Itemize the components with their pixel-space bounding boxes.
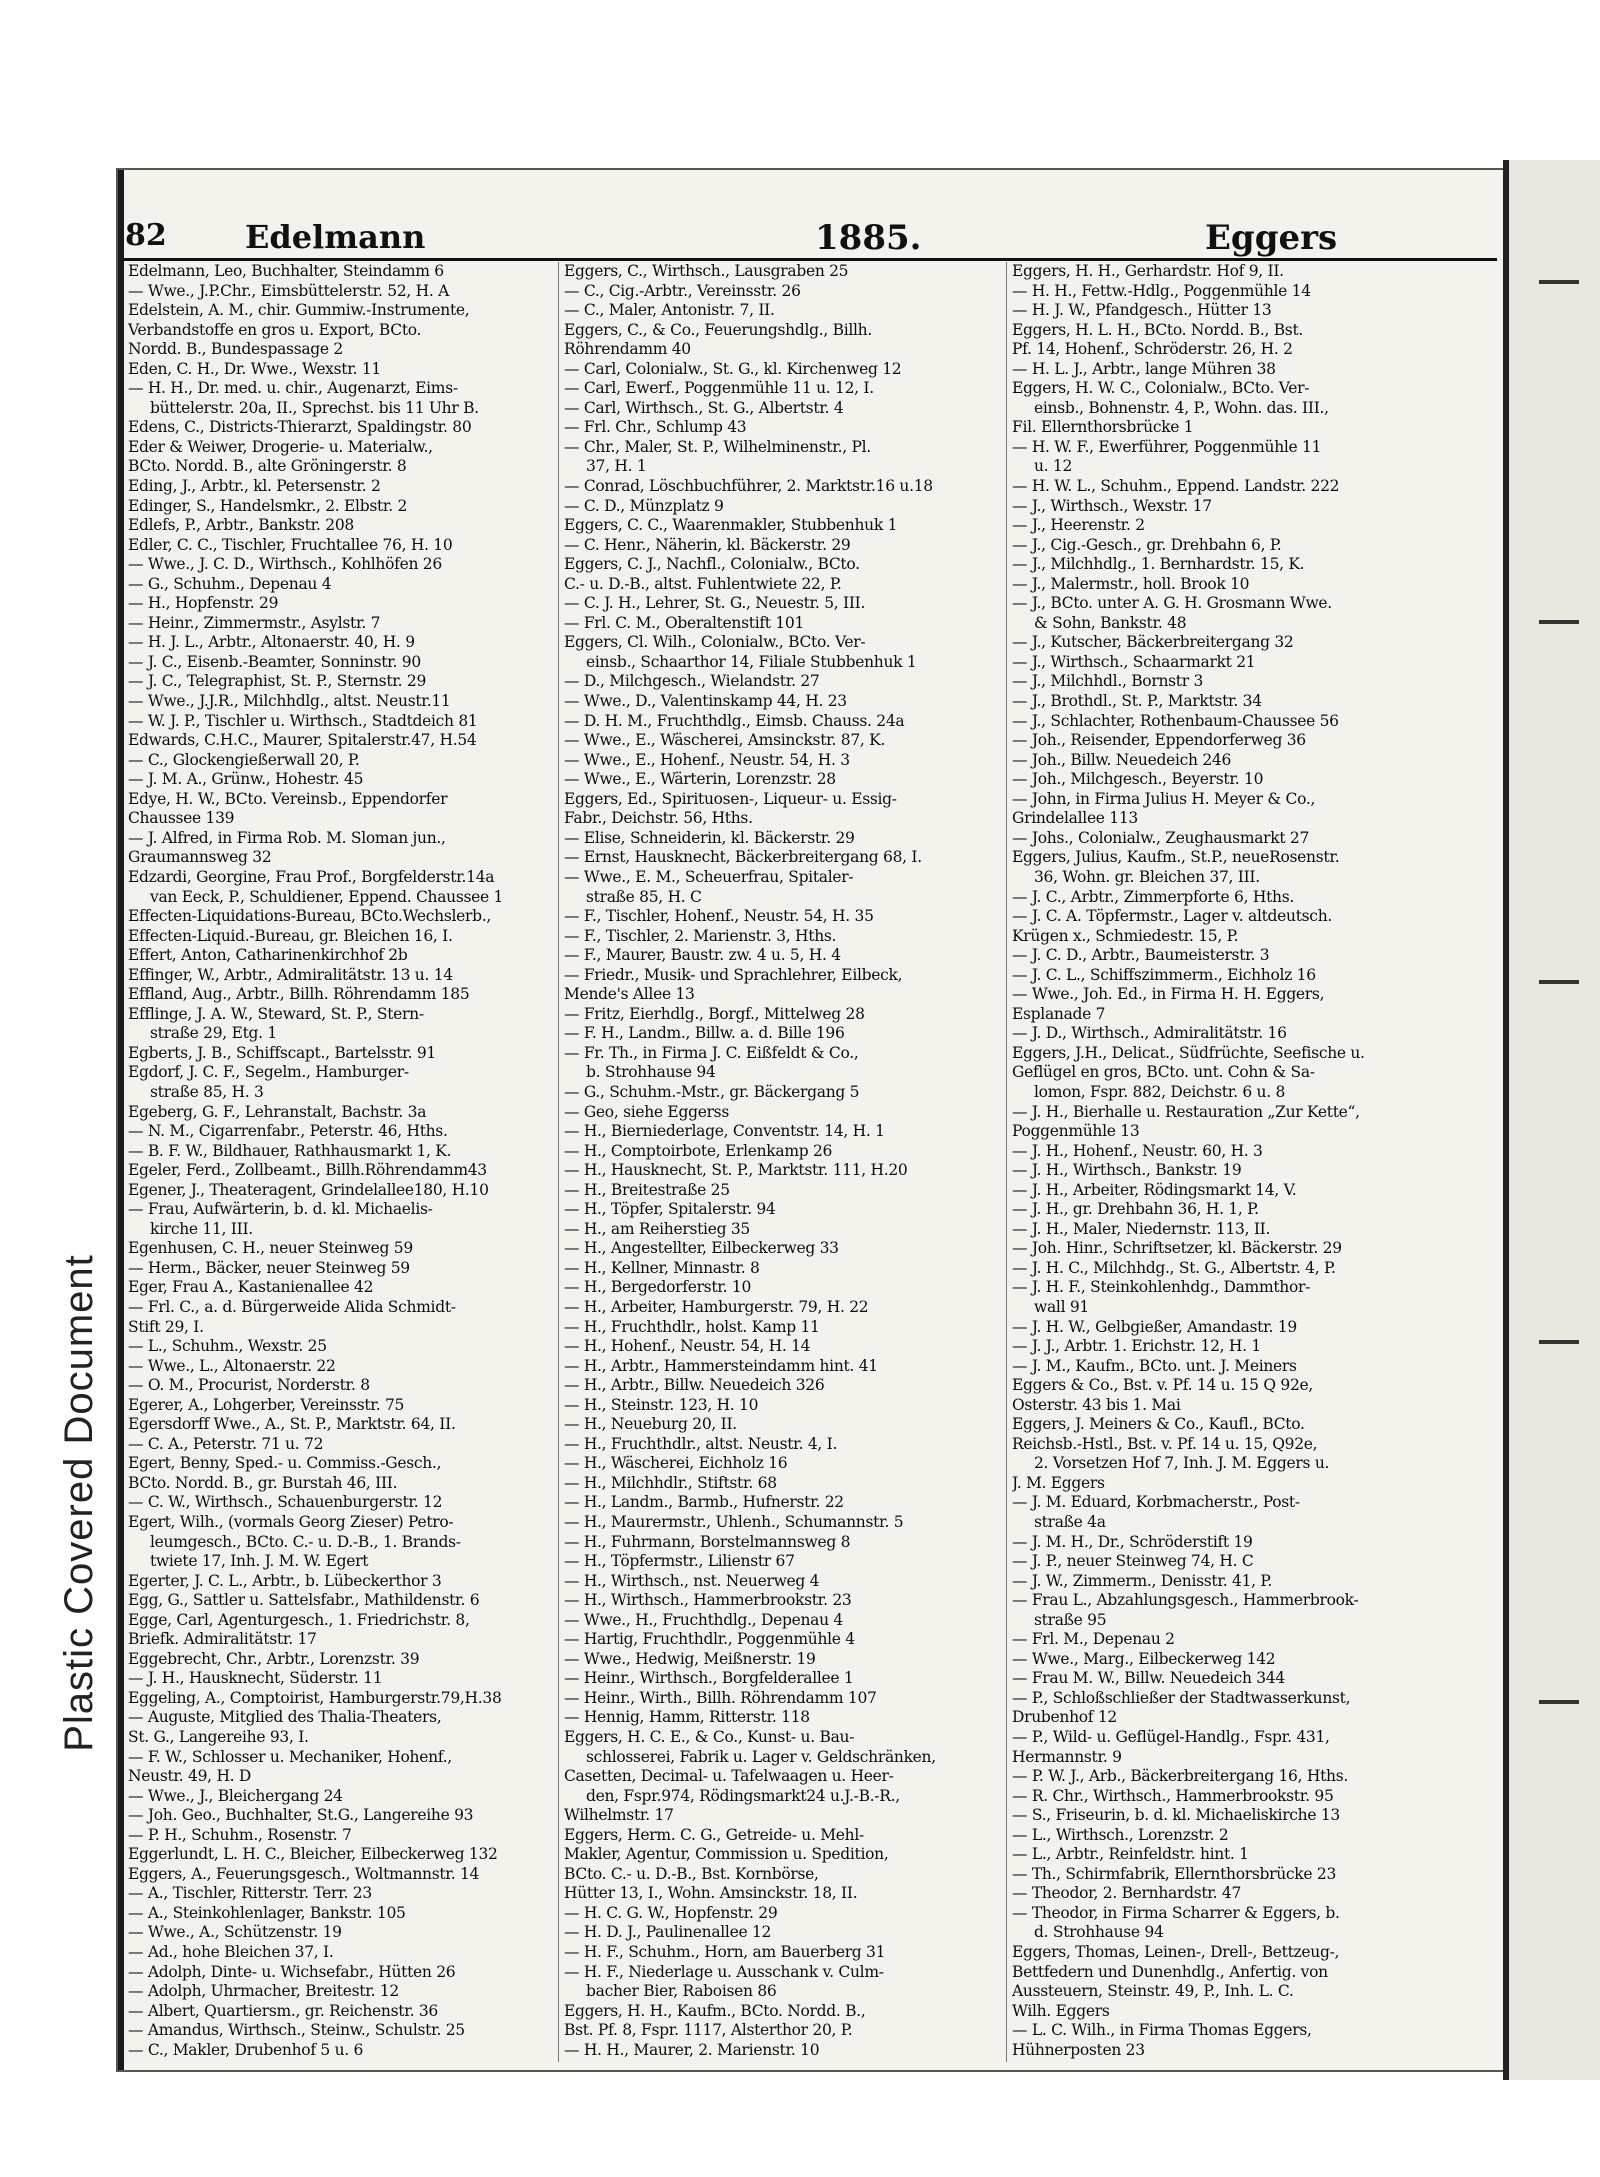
right-catchword: Eggers — [1205, 218, 1338, 258]
directory-entry: — J. H., Arbeiter, Rödingsmarkt 14, V. — [1012, 1180, 1297, 1199]
directory-entry: — C., Makler, Drubenhof 5 u. 6 — [128, 2040, 364, 2059]
directory-entry: — Wwe., E., Wärterin, Lorenzstr. 28 — [564, 770, 836, 789]
directory-entry: — J., Wirthsch., Wexstr. 17 — [1012, 496, 1212, 515]
directory-entry: — Frl. M., Depenau 2 — [1012, 1630, 1175, 1649]
directory-entry: Verbandstoffe en gros u. Export, BCto. — [128, 320, 422, 339]
directory-entry: — J., Brothdl., St. P., Marktstr. 34 — [1012, 692, 1262, 711]
directory-entry: — H. W. F., Ewerführer, Poggenmühle 11 — [1012, 437, 1322, 456]
directory-entry: — H., Bergedorferstr. 10 — [564, 1278, 752, 1297]
directory-entry: — J. H., Bierhalle u. Restauration „Zur Kette“, — [1012, 1102, 1360, 1121]
directory-entry: — Hartig, Fruchthdlr., Poggenmühle 4 — [564, 1630, 855, 1649]
directory-entry: Egersdorff Wwe., A., St. P., Marktstr. 64, II. — [128, 1415, 456, 1434]
directory-entry: Eggers, H. C. E., & Co., Kunst- u. Bau- — [564, 1728, 855, 1747]
directory-entry: — L., Schuhm., Wexstr. 25 — [128, 1337, 327, 1356]
side-label: Plastic Covered Document — [57, 1254, 101, 1752]
directory-entry: — J. M. H., Dr., Schröderstift 19 — [1012, 1532, 1253, 1551]
directory-entry: Poggenmühle 13 — [1012, 1122, 1140, 1141]
directory-entry: Briefk. Admiralitätstr. 17 — [128, 1630, 317, 1649]
directory-entry: — C. W., Wirthsch., Schauenburgerstr. 12 — [128, 1493, 443, 1512]
directory-entry: Stift 29, I. — [128, 1317, 204, 1336]
directory-entry: — J., Schlachter, Rothenbaum-Chaussee 56 — [1012, 711, 1339, 730]
directory-entry: straße 85, H. 3 — [150, 1082, 264, 1101]
directory-entry: einsb., Bohnenstr. 4, P., Wohn. das. III., — [1034, 398, 1329, 417]
directory-entry: twiete 17, Inh. J. M. W. Egert — [150, 1552, 369, 1571]
directory-entry: — J. C., Arbtr., Zimmerpforte 6, Hths. — [1012, 887, 1294, 906]
column-2 — [564, 262, 984, 2062]
directory-entry: — Frl. Chr., Schlump 43 — [564, 418, 747, 437]
directory-entry: Edlefs, P., Arbtr., Bankstr. 208 — [128, 516, 354, 535]
directory-entry: Wilhelmstr. 17 — [564, 1806, 674, 1825]
directory-entry: Effinger, W., Arbtr., Admiralitätstr. 13 u. 14 — [128, 965, 453, 984]
left-catchword: Edelmann — [245, 218, 426, 256]
directory-entry: — Carl, Wirthsch., St. G., Albertstr. 4 — [564, 398, 844, 417]
directory-entry: — J. C. L., Schiffszimmerm., Eichholz 16 — [1012, 965, 1316, 984]
directory-entry: Effland, Aug., Arbtr., Billh. Röhrendamm 185 — [128, 985, 470, 1004]
directory-entry: — J., Kutscher, Bäckerbreitergang 32 — [1012, 633, 1294, 652]
directory-entry: — Wwe., Joh. Ed., in Firma H. H. Eggers, — [1012, 985, 1325, 1004]
directory-entry: Edinger, S., Handelsmkr., 2. Elbstr. 2 — [128, 496, 408, 515]
directory-entry: — H., Arbeiter, Hamburgerstr. 79, H. 22 — [564, 1297, 869, 1316]
directory-entry: — Frl. C. M., Oberaltenstift 101 — [564, 613, 805, 632]
directory-entry: leumgesch., BCto. C.- u. D.-B., 1. Brands- — [150, 1532, 461, 1551]
directory-entry: Mende's Allee 13 — [564, 985, 695, 1004]
directory-entry: — J. H., Hausknecht, Süderstr. 11 — [128, 1669, 383, 1688]
directory-entry: — C., Maler, Antonistr. 7, II. — [564, 301, 775, 320]
directory-entry: — H., Wirthsch., nst. Neuerweg 4 — [564, 1571, 820, 1590]
directory-entry: Drubenhof 12 — [1012, 1708, 1117, 1727]
directory-entry: — J. M., Kaufm., BCto. unt. J. Meiners — [1012, 1356, 1297, 1375]
directory-entry: — Wwe., E., Hohenf., Neustr. 54, H. 3 — [564, 750, 850, 769]
directory-entry: Neustr. 49, H. D — [128, 1767, 252, 1786]
directory-entry: — Fr. Th., in Firma J. C. Eißfeldt & Co., — [564, 1043, 859, 1062]
directory-entry: — Auguste, Mitglied des Thalia-Theaters, — [128, 1708, 442, 1727]
directory-entry: — Friedr., Musik- und Sprachlehrer, Eilbeck, — [564, 965, 903, 984]
facing-page-mark — [1539, 1340, 1579, 1344]
directory-entry: Egdorf, J. C. F., Segelm., Hamburger- — [128, 1063, 409, 1082]
directory-entry: Eggebrecht, Chr., Arbtr., Lorenzstr. 39 — [128, 1649, 420, 1668]
directory-entry: — H. D. J., Paulinenallee 12 — [564, 1923, 772, 1942]
directory-entry: — Wwe., J. C. D., Wirthsch., Kohlhöfen 26 — [128, 555, 442, 574]
directory-entry: — H., Hopfenstr. 29 — [128, 594, 279, 613]
page-number: 82 — [125, 218, 167, 253]
directory-entry: Eggers, C., & Co., Feuerungshdlg., Billh. — [564, 320, 872, 339]
column-3 — [1012, 262, 1432, 2062]
directory-entry: — C. A., Peterstr. 71 u. 72 — [128, 1434, 324, 1453]
directory-entry: — J. H., gr. Drehbahn 36, H. 1, P. — [1012, 1200, 1259, 1219]
column-divider — [558, 262, 559, 2062]
directory-entry: — H., Fruchthdlr., altst. Neustr. 4, I. — [564, 1434, 838, 1453]
directory-entry: — N. M., Cigarrenfabr., Peterstr. 46, Hths. — [128, 1122, 448, 1141]
directory-entry: Fabr., Deichstr. 56, Hths. — [564, 809, 753, 828]
directory-entry: — H. J. L., Arbtr., Altonaerstr. 40, H. 9 — [128, 633, 415, 652]
directory-entry: Eggers & Co., Bst. v. Pf. 14 u. 15 Q 92e, — [1012, 1376, 1314, 1395]
directory-entry: — C., Glockengießerwall 20, P. — [128, 750, 360, 769]
directory-entry: — H., Steinstr. 123, H. 10 — [564, 1395, 759, 1414]
directory-entry: — Chr., Maler, St. P., Wilhelminenstr., Pl. — [564, 437, 871, 456]
directory-entry: Aussteuern, Steinstr. 49, P., Inh. L. C. — [1012, 1982, 1294, 2001]
directory-entry: — R. Chr., Wirthsch., Hammerbrookstr. 95 — [1012, 1786, 1334, 1805]
directory-entry: Hühnerposten 23 — [1012, 2040, 1145, 2059]
directory-entry: — Joh. Hinr., Schriftsetzer, kl. Bäckerstr. 29 — [1012, 1239, 1342, 1258]
directory-entry: Eden, C. H., Dr. Wwe., Wexstr. 11 — [128, 359, 381, 378]
directory-entry: BCto. Nordd. B., alte Gröningerstr. 8 — [128, 457, 407, 476]
directory-entry: — Wwe., Hedwig, Meißnerstr. 19 — [564, 1649, 816, 1668]
directory-entry: b. Strohhause 94 — [586, 1063, 716, 1082]
directory-entry: Effecten-Liquidations-Bureau, BCto.Wechslerb., — [128, 907, 491, 926]
directory-entry: schlosserei, Fabrik u. Lager v. Geldschränken, — [586, 1747, 936, 1766]
directory-entry: — J., Wirthsch., Schaarmarkt 21 — [1012, 652, 1256, 671]
directory-entry: — H., Fruchthdlr., holst. Kamp 11 — [564, 1317, 820, 1336]
directory-entry: — J. Alfred, in Firma Rob. M. Sloman jun., — [128, 828, 446, 847]
directory-entry: Eder & Weiwer, Drogerie- u. Materialw., — [128, 437, 433, 456]
directory-entry: — H. H., Maurer, 2. Marienstr. 10 — [564, 2040, 820, 2059]
facing-page-mark — [1539, 620, 1579, 624]
directory-entry: — J. H. W., Gelbgießer, Amandastr. 19 — [1012, 1317, 1297, 1336]
facing-page-mark — [1539, 980, 1579, 984]
directory-entry: — B. F. W., Bildhauer, Rathhausmarkt 1, K. — [128, 1141, 452, 1160]
directory-entry: St. G., Langereihe 93, I. — [128, 1728, 309, 1747]
directory-entry: büttelerstr. 20a, II., Sprechst. bis 11 Uhr B. — [150, 398, 479, 417]
directory-entry: Eggers, C. C., Waarenmakler, Stubbenhuk 1 — [564, 516, 898, 535]
directory-entry: Eggers, H. L. H., BCto. Nordd. B., Bst. — [1012, 320, 1304, 339]
directory-entry: — H., Angestellter, Eilbeckerweg 33 — [564, 1239, 839, 1258]
column-divider — [1006, 262, 1007, 2062]
directory-entry: — J. P., neuer Steinweg 74, H. C — [1012, 1552, 1254, 1571]
directory-entry: Chaussee 139 — [128, 809, 235, 828]
directory-entry: Wilh. Eggers — [1012, 2001, 1110, 2020]
directory-entry: — S., Friseurin, b. d. kl. Michaeliskirche 13 — [1012, 1806, 1340, 1825]
directory-entry: lomon, Fspr. 882, Deichstr. 6 u. 8 — [1034, 1082, 1286, 1101]
directory-entry: Egert, Wilh., (vormals Georg Zieser) Petro- — [128, 1513, 454, 1531]
directory-entry: — Hennig, Hamm, Ritterstr. 118 — [564, 1708, 810, 1727]
directory-entry: Krügen x., Schmiedestr. 15, P. — [1012, 926, 1239, 945]
directory-entry: — H., Töpfer, Spitalerstr. 94 — [564, 1200, 776, 1219]
directory-entry: 36, Wohn. gr. Bleichen 37, III. — [1034, 867, 1260, 886]
directory-entry: — Frau, Aufwärterin, b. d. kl. Michaelis- — [128, 1200, 433, 1219]
directory-entry: — H. H., Dr. med. u. chir., Augenarzt, Eims- — [128, 379, 458, 398]
directory-entry: Egerter, J. C. L., Arbtr., b. Lübeckerthor 3 — [128, 1571, 442, 1590]
directory-entry: — Joh. Geo., Buchhalter, St.G., Langereihe 93 — [128, 1806, 474, 1825]
directory-entry: Egerer, A., Lohgerber, Vereinsstr. 75 — [128, 1395, 405, 1414]
directory-entry: — Albert, Quartiersm., gr. Reichenstr. 36 — [128, 2001, 438, 2020]
directory-entry: — Wwe., H., Fruchthdlg., Depenau 4 — [564, 1610, 843, 1629]
directory-entry: Casetten, Decimal- u. Tafelwaagen u. Heer- — [564, 1767, 894, 1786]
directory-entry: — W. J. P., Tischler u. Wirthsch., Stadtdeich 81 — [128, 711, 478, 730]
directory-entry: Edens, C., Districts-Thierarzt, Spaldingstr. 80 — [128, 418, 472, 437]
directory-entry: — H., Milchhdlr., Stiftstr. 68 — [564, 1473, 777, 1492]
directory-entry: Edler, C. C., Tischler, Fruchtallee 76, H. 10 — [128, 535, 453, 554]
directory-entry: — P. H., Schuhm., Rosenstr. 7 — [128, 1825, 352, 1844]
directory-entry: Eggers, Julius, Kaufm., St.P., neueRosenstr. — [1012, 848, 1340, 867]
directory-entry: — Elise, Schneiderin, kl. Bäckerstr. 29 — [564, 828, 855, 847]
directory-entry: Eggers, Herm. C. G., Getreide- u. Mehl- — [564, 1825, 864, 1844]
directory-entry: — Theodor, in Firma Scharrer & Eggers, b. — [1012, 1903, 1340, 1922]
directory-entry: straße 4a — [1034, 1513, 1106, 1531]
directory-entry: — F., Maurer, Baustr. zw. 4 u. 5, H. 4 — [564, 946, 841, 965]
directory-entry: — Joh., Milchgesch., Beyerstr. 10 — [1012, 770, 1264, 789]
directory-entry: — Joh., Reisender, Eppendorferweg 36 — [1012, 731, 1306, 750]
directory-entry: Bst. Pf. 8, Fspr. 1117, Alsterthor 20, P. — [564, 2021, 853, 2040]
directory-entry: Grindelallee 113 — [1012, 809, 1138, 828]
directory-entry: Eggers, J. Meiners & Co., Kaufl., BCto. — [1012, 1415, 1305, 1434]
directory-entry: — Heinr., Wirth., Billh. Röhrendamm 107 — [564, 1688, 877, 1707]
directory-entry: — Theodor, 2. Bernhardstr. 47 — [1012, 1884, 1242, 1903]
directory-entry: kirche 11, III. — [150, 1219, 253, 1238]
directory-entry: — Wwe., A., Schützenstr. 19 — [128, 1923, 342, 1942]
directory-entry: — J., Cig.-Gesch., gr. Drehbahn 6, P. — [1012, 535, 1282, 554]
directory-entry: — Heinr., Zimmermstr., Asylstr. 7 — [128, 613, 381, 632]
directory-entry: C.- u. D.-B., altst. Fuhlentwiete 22, P. — [564, 574, 842, 593]
directory-entry: — H. F., Niederlage u. Ausschank v. Culm- — [564, 1962, 884, 1981]
directory-entry: Pf. 14, Hohenf., Schröderstr. 26, H. 2 — [1012, 340, 1293, 359]
directory-entry: d. Strohhause 94 — [1034, 1923, 1164, 1942]
directory-entry: — G., Schuhm., Depenau 4 — [128, 574, 332, 593]
directory-entry: — J. W., Zimmerm., Denisstr. 41, P. — [1012, 1571, 1273, 1590]
directory-entry: Hermannstr. 9 — [1012, 1747, 1122, 1766]
directory-entry: BCto. C.- u. D.-B., Bst. Kornbörse, — [564, 1864, 819, 1883]
directory-entry: — J. H., Wirthsch., Bankstr. 19 — [1012, 1161, 1242, 1180]
directory-entry: — H., Bierniederlage, Conventstr. 14, H. 1 — [564, 1122, 885, 1141]
directory-entry: — J., Milchhdl., Bornstr 3 — [1012, 672, 1204, 691]
directory-entry: Edelstein, A. M., chir. Gummiw.-Instrumente, — [128, 301, 470, 320]
directory-entry: Eggeling, A., Comptoirist, Hamburgerstr.79,H.38 — [128, 1688, 502, 1707]
directory-entry: Edelmann, Leo, Buchhalter, Steindamm 6 — [128, 262, 444, 280]
directory-entry: & Sohn, Bankstr. 48 — [1034, 613, 1187, 632]
directory-entry: Eggers, Ed., Spirituosen-, Liqueur- u. Essig- — [564, 789, 897, 808]
directory-entry: — Wwe., Marg., Eilbeckerweg 142 — [1012, 1649, 1276, 1668]
directory-entry: — J. D., Wirthsch., Admiralitätstr. 16 — [1012, 1024, 1287, 1043]
directory-entry: Eggers, Cl. Wilh., Colonialw., BCto. Ver- — [564, 633, 866, 652]
directory-entry: — H. F., Schuhm., Horn, am Bauerberg 31 — [564, 1943, 886, 1962]
directory-entry: — F. H., Landm., Billw. a. d. Bille 196 — [564, 1024, 845, 1043]
directory-entry: — Ernst, Hausknecht, Bäckerbreitergang 68, I. — [564, 848, 922, 867]
directory-entry: Edzardi, Georgine, Frau Prof., Borgfelderstr.14a — [128, 867, 495, 886]
directory-entry: — Carl, Colonialw., St. G., kl. Kirchenweg 12 — [564, 359, 902, 378]
directory-entry: — Wwe., J., Bleichergang 24 — [128, 1786, 343, 1805]
directory-entry: Egberts, J. B., Schiffscapt., Bartelsstr. 91 — [128, 1043, 436, 1062]
directory-entry: Eggers, H. H., Kaufm., BCto. Nordd. B., — [564, 2001, 866, 2020]
directory-entry: — H., Arbtr., Billw. Neuedeich 326 — [564, 1376, 825, 1395]
directory-entry: — P., Schloßschließer der Stadtwasserkunst, — [1012, 1688, 1351, 1707]
directory-entry: Efflinge, J. A. W., Steward, St. P., Stern- — [128, 1004, 424, 1023]
directory-entry: — A., Steinkohlenlager, Bankstr. 105 — [128, 1903, 406, 1922]
directory-entry: — J. M. Eduard, Korbmacherstr., Post- — [1012, 1493, 1300, 1512]
directory-entry: — Conrad, Löschbuchführer, 2. Marktstr.16 u.18 — [564, 477, 933, 496]
directory-entry: Hütter 13, I., Wohn. Amsinckstr. 18, II. — [564, 1884, 858, 1903]
directory-entry: — C. J. H., Lehrer, St. G., Neuestr. 5, III. — [564, 594, 866, 613]
directory-entry: — Frau M. W., Billw. Neuedeich 344 — [1012, 1669, 1285, 1688]
directory-entry: Effecten-Liquid.-Bureau, gr. Bleichen 16, I. — [128, 926, 453, 945]
directory-entry: — C., Cig.-Arbtr., Vereinsstr. 26 — [564, 281, 801, 300]
directory-entry: Edye, H. W., BCto. Vereinsb., Eppendorfer — [128, 789, 448, 808]
directory-entry: Eding, J., Arbtr., kl. Petersenstr. 2 — [128, 477, 381, 496]
directory-entry: den, Fspr.974, Rödingsmarkt24 u.J.-B.-R., — [586, 1786, 900, 1805]
directory-entry: Egg, G., Sattler u. Sattelsfabr., Mathildenstr. 6 — [128, 1591, 480, 1610]
directory-entry: — L. C. Wilh., in Firma Thomas Eggers, — [1012, 2021, 1312, 2040]
facing-page-mark — [1539, 1700, 1579, 1704]
directory-entry: wall 91 — [1034, 1297, 1089, 1316]
directory-entry: — H., Neueburg 20, II. — [564, 1415, 737, 1434]
directory-entry: — H., Comptoirbote, Erlenkamp 26 — [564, 1141, 833, 1160]
directory-entry: Graumannsweg 32 — [128, 848, 272, 867]
directory-entry: — H., Wäscherei, Eichholz 16 — [564, 1454, 788, 1473]
directory-entry: Egge, Carl, Agenturgesch., 1. Friedrichstr. 8, — [128, 1610, 470, 1629]
directory-entry: — Wwe., L., Altonaerstr. 22 — [128, 1356, 336, 1375]
directory-entry: — J., BCto. unter A. G. H. Grosmann Wwe. — [1012, 594, 1332, 613]
directory-entry: — J. H., Maler, Niedernstr. 113, II. — [1012, 1219, 1271, 1238]
directory-entry: — Adolph, Dinte- u. Wichsefabr., Hütten 26 — [128, 1962, 456, 1981]
directory-entry: — H., Kellner, Minnastr. 8 — [564, 1258, 760, 1277]
directory-entry: — Wwe., D., Valentinskamp 44, H. 23 — [564, 692, 847, 711]
directory-entry: — J. H. F., Steinkohlenhdg., Dammthor- — [1012, 1278, 1311, 1297]
directory-entry: — L., Wirthsch., Lorenzstr. 2 — [1012, 1825, 1229, 1844]
directory-entry: — H. W. L., Schuhm., Eppend. Landstr. 222 — [1012, 477, 1340, 496]
directory-entry: — F. W., Schlosser u. Mechaniker, Hohenf., — [128, 1747, 452, 1766]
directory-entry: — H., Maurermstr., Uhlenh., Schumannstr. 5 — [564, 1513, 904, 1531]
directory-entry: Effert, Anton, Catharinenkirchhof 2b — [128, 946, 408, 965]
directory-entry: — H., Töpfermstr., Lilienstr 67 — [564, 1552, 795, 1571]
directory-entry: — L., Arbtr., Reinfeldstr. hint. 1 — [1012, 1845, 1249, 1864]
directory-entry: — F., Tischler, Hohenf., Neustr. 54, H. 35 — [564, 907, 874, 926]
page-header — [125, 218, 1495, 258]
directory-entry: — J., Malermstr., holl. Brook 10 — [1012, 574, 1250, 593]
directory-entry: — Frl. C., a. d. Bürgerweide Alida Schmidt- — [128, 1297, 456, 1316]
directory-entry: einsb., Schaarthor 14, Filiale Stubbenhuk 1 — [586, 652, 917, 671]
directory-entry: — Wwe., E., Wäscherei, Amsinckstr. 87, K. — [564, 731, 886, 750]
directory-entry: — H., am Reiherstieg 35 — [564, 1219, 750, 1238]
directory-entry: Eggers, A., Feuerungsgesch., Woltmannstr. 14 — [128, 1864, 480, 1883]
directory-entry: straße 95 — [1034, 1610, 1107, 1629]
directory-entry: J. M. Eggers — [1012, 1473, 1105, 1492]
directory-entry: u. 12 — [1034, 457, 1073, 476]
directory-entry: Egenhusen, C. H., neuer Steinweg 59 — [128, 1239, 413, 1258]
directory-entry: — J. H. C., Milchhdg., St. G., Albertstr. 4, P. — [1012, 1258, 1336, 1277]
directory-entry: — H., Hohenf., Neustr. 54, H. 14 — [564, 1337, 811, 1356]
directory-entry: — J. C., Eisenb.-Beamter, Sonninstr. 90 — [128, 652, 421, 671]
directory-entry: Eggerlundt, L. H. C., Bleicher, Eilbeckerweg 132 — [128, 1845, 498, 1864]
directory-entry: Fil. Ellernthorsbrücke 1 — [1012, 418, 1194, 437]
directory-entry: — Heinr., Wirthsch., Borgfelderallee 1 — [564, 1669, 854, 1688]
directory-entry: Eggers, J.H., Delicat., Südfrüchte, Seefische u. — [1012, 1043, 1365, 1062]
directory-entry: Egeler, Ferd., Zollbeamt., Billh.Röhrendamm43 — [128, 1161, 487, 1180]
column-1 — [128, 262, 548, 2062]
directory-entry: 37, H. 1 — [586, 457, 647, 476]
directory-entry: Egener, J., Theateragent, Grindelallee180, H.10 — [128, 1180, 489, 1199]
directory-entry: — Herm., Bäcker, neuer Steinweg 59 — [128, 1258, 410, 1277]
directory-entry: — H. C. G. W., Hopfenstr. 29 — [564, 1903, 778, 1922]
directory-entry: — J. J., Arbtr. 1. Erichstr. 12, H. 1 — [1012, 1337, 1261, 1356]
directory-entry: — C. D., Münzplatz 9 — [564, 496, 724, 515]
directory-entry: — Adolph, Uhrmacher, Breitestr. 12 — [128, 1982, 399, 2001]
directory-entry: Makler, Agentur, Commission u. Spedition, — [564, 1845, 889, 1864]
directory-entry: — Wwe., J.J.R., Milchhdlg., altst. Neustr.11 — [128, 692, 451, 711]
directory-entry: — Geo, siehe Eggerss — [564, 1102, 729, 1121]
directory-entry: Geflügel en gros, BCto. unt. Cohn & Sa- — [1012, 1063, 1315, 1082]
directory-entry: — J., Heerenstr. 2 — [1012, 516, 1145, 535]
directory-entry: — H., Fuhrmann, Borstelmannsweg 8 — [564, 1532, 851, 1551]
directory-entry: — J., Milchhdlg., 1. Bernhardstr. 15, K. — [1012, 555, 1305, 574]
directory-entry: — D., Milchgesch., Wielandstr. 27 — [564, 672, 820, 691]
directory-entry: — A., Tischler, Ritterstr. Terr. 23 — [128, 1884, 372, 1903]
directory-entry: — P., Wild- u. Geflügel-Handlg., Fspr. 431, — [1012, 1728, 1330, 1747]
directory-entry: — Wwe., E. M., Scheuerfrau, Spitaler- — [564, 867, 854, 886]
facing-page-mark — [1539, 280, 1579, 284]
directory-entry: — Amandus, Wirthsch., Steinw., Schulstr. 25 — [128, 2021, 465, 2040]
directory-entry: — H., Wirthsch., Hammerbrookstr. 23 — [564, 1591, 852, 1610]
directory-entry: Egeberg, G. F., Lehranstalt, Bachstr. 3a — [128, 1102, 427, 1121]
directory-entry: Bettfedern und Dunenhdlg., Anfertig. von — [1012, 1962, 1328, 1981]
directory-entry: — John, in Firma Julius H. Meyer & Co., — [1012, 789, 1316, 808]
directory-entry: bacher Bier, Raboisen 86 — [586, 1982, 777, 2001]
directory-entry: — H., Hausknecht, St. P., Marktstr. 111, H.20 — [564, 1161, 908, 1180]
facing-page-edge — [1503, 160, 1600, 2080]
directory-entry: Edwards, C.H.C., Maurer, Spitalerstr.47, H.54 — [128, 731, 477, 750]
directory-entry: — Th., Schirmfabrik, Ellernthorsbrücke 23 — [1012, 1864, 1337, 1883]
directory-entry: Egert, Benny, Sped.- u. Commiss.-Gesch., — [128, 1454, 442, 1473]
directory-entry: — Ad., hohe Bleichen 37, I. — [128, 1943, 334, 1962]
directory-entry: Eggers, H. H., Gerhardstr. Hof 9, II. — [1012, 262, 1284, 280]
directory-entry: — H. H., Fettw.-Hdlg., Poggenmühle 14 — [1012, 281, 1311, 300]
directory-entry: — Carl, Ewerf., Poggenmühle 11 u. 12, I. — [564, 379, 874, 398]
directory-entry: BCto. Nordd. B., gr. Burstah 46, III. — [128, 1473, 398, 1492]
directory-entry: — P. W. J., Arb., Bäckerbreitergang 16, Hths. — [1012, 1767, 1348, 1786]
directory-entry: — Frau L., Abzahlungsgesch., Hammerbrook- — [1012, 1591, 1359, 1610]
directory-entry: — Johs., Colonialw., Zeughausmarkt 27 — [1012, 828, 1310, 847]
directory-entry: — C. Henr., Näherin, kl. Bäckerstr. 29 — [564, 535, 851, 554]
directory-entry: Eger, Frau A., Kastanienallee 42 — [128, 1278, 374, 1297]
directory-entry: — H. L. J., Arbtr., lange Mühren 38 — [1012, 359, 1276, 378]
header-rule — [122, 258, 1497, 261]
directory-entry: — J. C. D., Arbtr., Baumeisterstr. 3 — [1012, 946, 1270, 965]
directory-entry: — H., Landm., Barmb., Hufnerstr. 22 — [564, 1493, 844, 1512]
directory-entry: Reichsb.-Hstl., Bst. v. Pf. 14 u. 15, Q92e, — [1012, 1434, 1318, 1453]
directory-entry: — J. M. A., Grünw., Hohestr. 45 — [128, 770, 364, 789]
directory-entry: — D. H. M., Fruchthdlg., Eimsb. Chauss. 24a — [564, 711, 905, 730]
year: 1885. — [815, 218, 922, 258]
directory-entry: — Fritz, Eierhdlg., Borgf., Mittelweg 28 — [564, 1004, 865, 1023]
directory-entry: 2. Vorsetzen Hof 7, Inh. J. M. Eggers u. — [1034, 1454, 1330, 1473]
directory-entry: — F., Tischler, 2. Marienstr. 3, Hths. — [564, 926, 837, 945]
directory-entry: — H., Arbtr., Hammersteindamm hint. 41 — [564, 1356, 878, 1375]
directory-entry: — O. M., Procurist, Norderstr. 8 — [128, 1376, 370, 1395]
directory-entry: — J. C. A. Töpfermstr., Lager v. altdeutsch. — [1012, 907, 1332, 926]
directory-entry: Nordd. B., Bundespassage 2 — [128, 340, 343, 359]
directory-entry: Röhrendamm 40 — [564, 340, 691, 359]
directory-entry: Eggers, C., Wirthsch., Lausgraben 25 — [564, 262, 849, 280]
directory-entry: Eggers, H. W. C., Colonialw., BCto. Ver- — [1012, 379, 1310, 398]
directory-entry: — J. H., Hohenf., Neustr. 60, H. 3 — [1012, 1141, 1263, 1160]
directory-entry: Eggers, Thomas, Leinen-, Drell-, Bettzeug-, — [1012, 1943, 1340, 1962]
directory-entry: Osterstr. 43 bis 1. Mai — [1012, 1395, 1181, 1414]
directory-entry: Eggers, C. J., Nachfl., Colonialw., BCto. — [564, 555, 860, 574]
directory-entry: — H. J. W., Pfandgesch., Hütter 13 — [1012, 301, 1272, 320]
directory-entry: straße 85, H. C — [586, 887, 702, 906]
directory-entry: — J. C., Telegraphist, St. P., Sternstr. 29 — [128, 672, 427, 691]
directory-entry: van Eeck, P., Schuldiener, Eppend. Chaussee 1 — [150, 887, 504, 906]
directory-entry: — Joh., Billw. Neuedeich 246 — [1012, 750, 1231, 769]
directory-entry: — G., Schuhm.-Mstr., gr. Bäckergang 5 — [564, 1082, 860, 1101]
directory-entry: — H., Breitestraße 25 — [564, 1180, 730, 1199]
directory-entry: straße 29, Etg. 1 — [150, 1024, 277, 1043]
directory-entry: Esplanade 7 — [1012, 1004, 1106, 1023]
directory-entry: — Wwe., J.P.Chr., Eimsbüttelerstr. 52, H. A — [128, 281, 450, 300]
